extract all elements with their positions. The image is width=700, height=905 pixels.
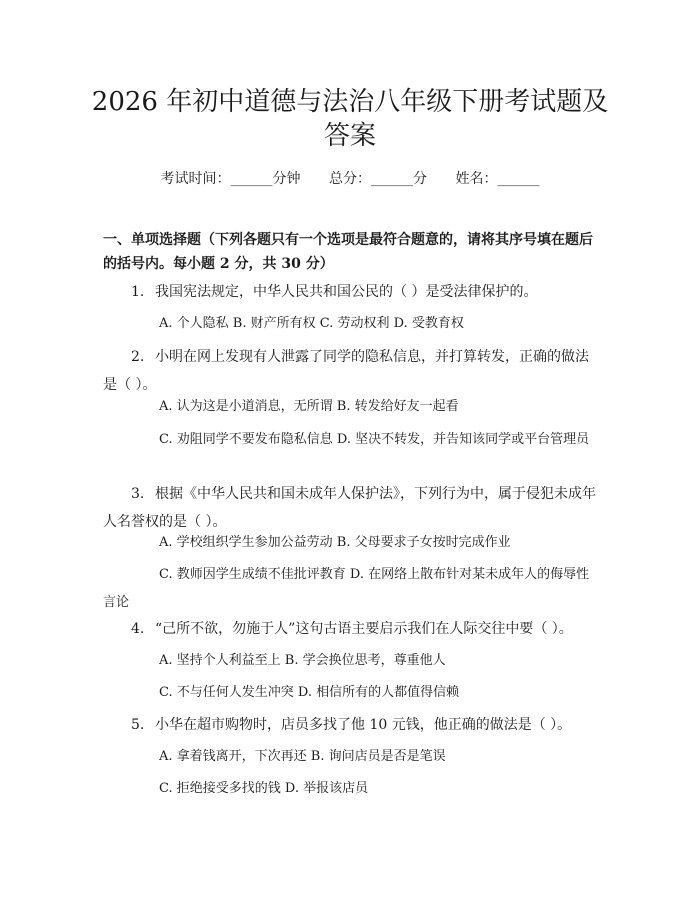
question-4-options-cd: C. 不与任何人发生冲突 D. 相信所有的人都值得信赖 (159, 685, 460, 700)
question-4 (103, 615, 600, 643)
question-3-options-cd: C. 教师因学生成绩不佳批评教育 D. 在网络上散布针对某未成年人的侮辱性言论 (103, 567, 590, 610)
question-number: 1. (131, 284, 145, 300)
question-1-options: A. 个人隐私 B. 财产所有权 C. 劳动权利 D. 受教育权 (159, 316, 464, 331)
exam-title-line-2: 答案 (323, 121, 376, 151)
question-number: 4. (131, 621, 145, 637)
question-4-options-ab: A. 坚持个人利益至上 B. 学会换位思考，尊重他人 (159, 653, 446, 668)
exam-title-line-1: 2026 年初中道德与法治八年级下册考试题及 (91, 87, 609, 117)
question-5-options-ab: A. 拿着钱离开，下次再还 B. 询问店员是否是笔误 (159, 749, 446, 764)
question-3-options-ab: A. 学校组织学生参加公益劳动 B. 父母要求子女按时完成作业 (159, 535, 511, 550)
question-2 (103, 343, 600, 399)
question-text: “己所不欲，勿施于人”这句古语主要启示我们在人际交往中要（ ）。 (155, 621, 573, 637)
exam-total-score: 总分：______分 (329, 171, 427, 187)
question-3 (103, 480, 600, 536)
question-number: 2. (131, 349, 145, 365)
exam-meta (0, 168, 700, 188)
question-number: 5. (131, 717, 145, 733)
student-name: 姓名：______ (455, 171, 540, 187)
question-text: 小华在超市购物时，店员多找了他 10 元钱，他正确的做法是（ ）。 (155, 717, 572, 733)
question-1 (103, 278, 600, 306)
question-5 (103, 711, 600, 739)
exam-time: 考试时间：______分钟 (160, 171, 301, 187)
question-5-options-cd: C. 拒绝接受多找的钱 D. 举报该店员 (159, 781, 369, 796)
question-text: 根据《中华人民共和国未成年人保护法》，下列行为中，属于侵犯未成年人名誉权的是（ ）。 (103, 486, 596, 530)
section-heading: 一、单项选择题（下列各题只有一个选项是最符合题意的，请将其序号填在题后的括号内。每小题 2 分，共 30 分） (103, 232, 593, 272)
question-number: 3. (131, 486, 145, 502)
question-2-options-cd: C. 劝阻同学不要发布隐私信息 D. 坚决不转发，并告知该同学或平台管理员 (159, 432, 590, 447)
question-text: 我国宪法规定，中华人民共和国公民的（ ）是受法律保护的。 (155, 284, 538, 300)
question-text: 小明在网上发现有人泄露了同学的隐私信息，并打算转发，正确的做法是（ ）。 (103, 349, 589, 393)
question-2-options-ab: A. 认为这是小道消息，无所谓 B. 转发给好友一起看 (159, 399, 459, 414)
